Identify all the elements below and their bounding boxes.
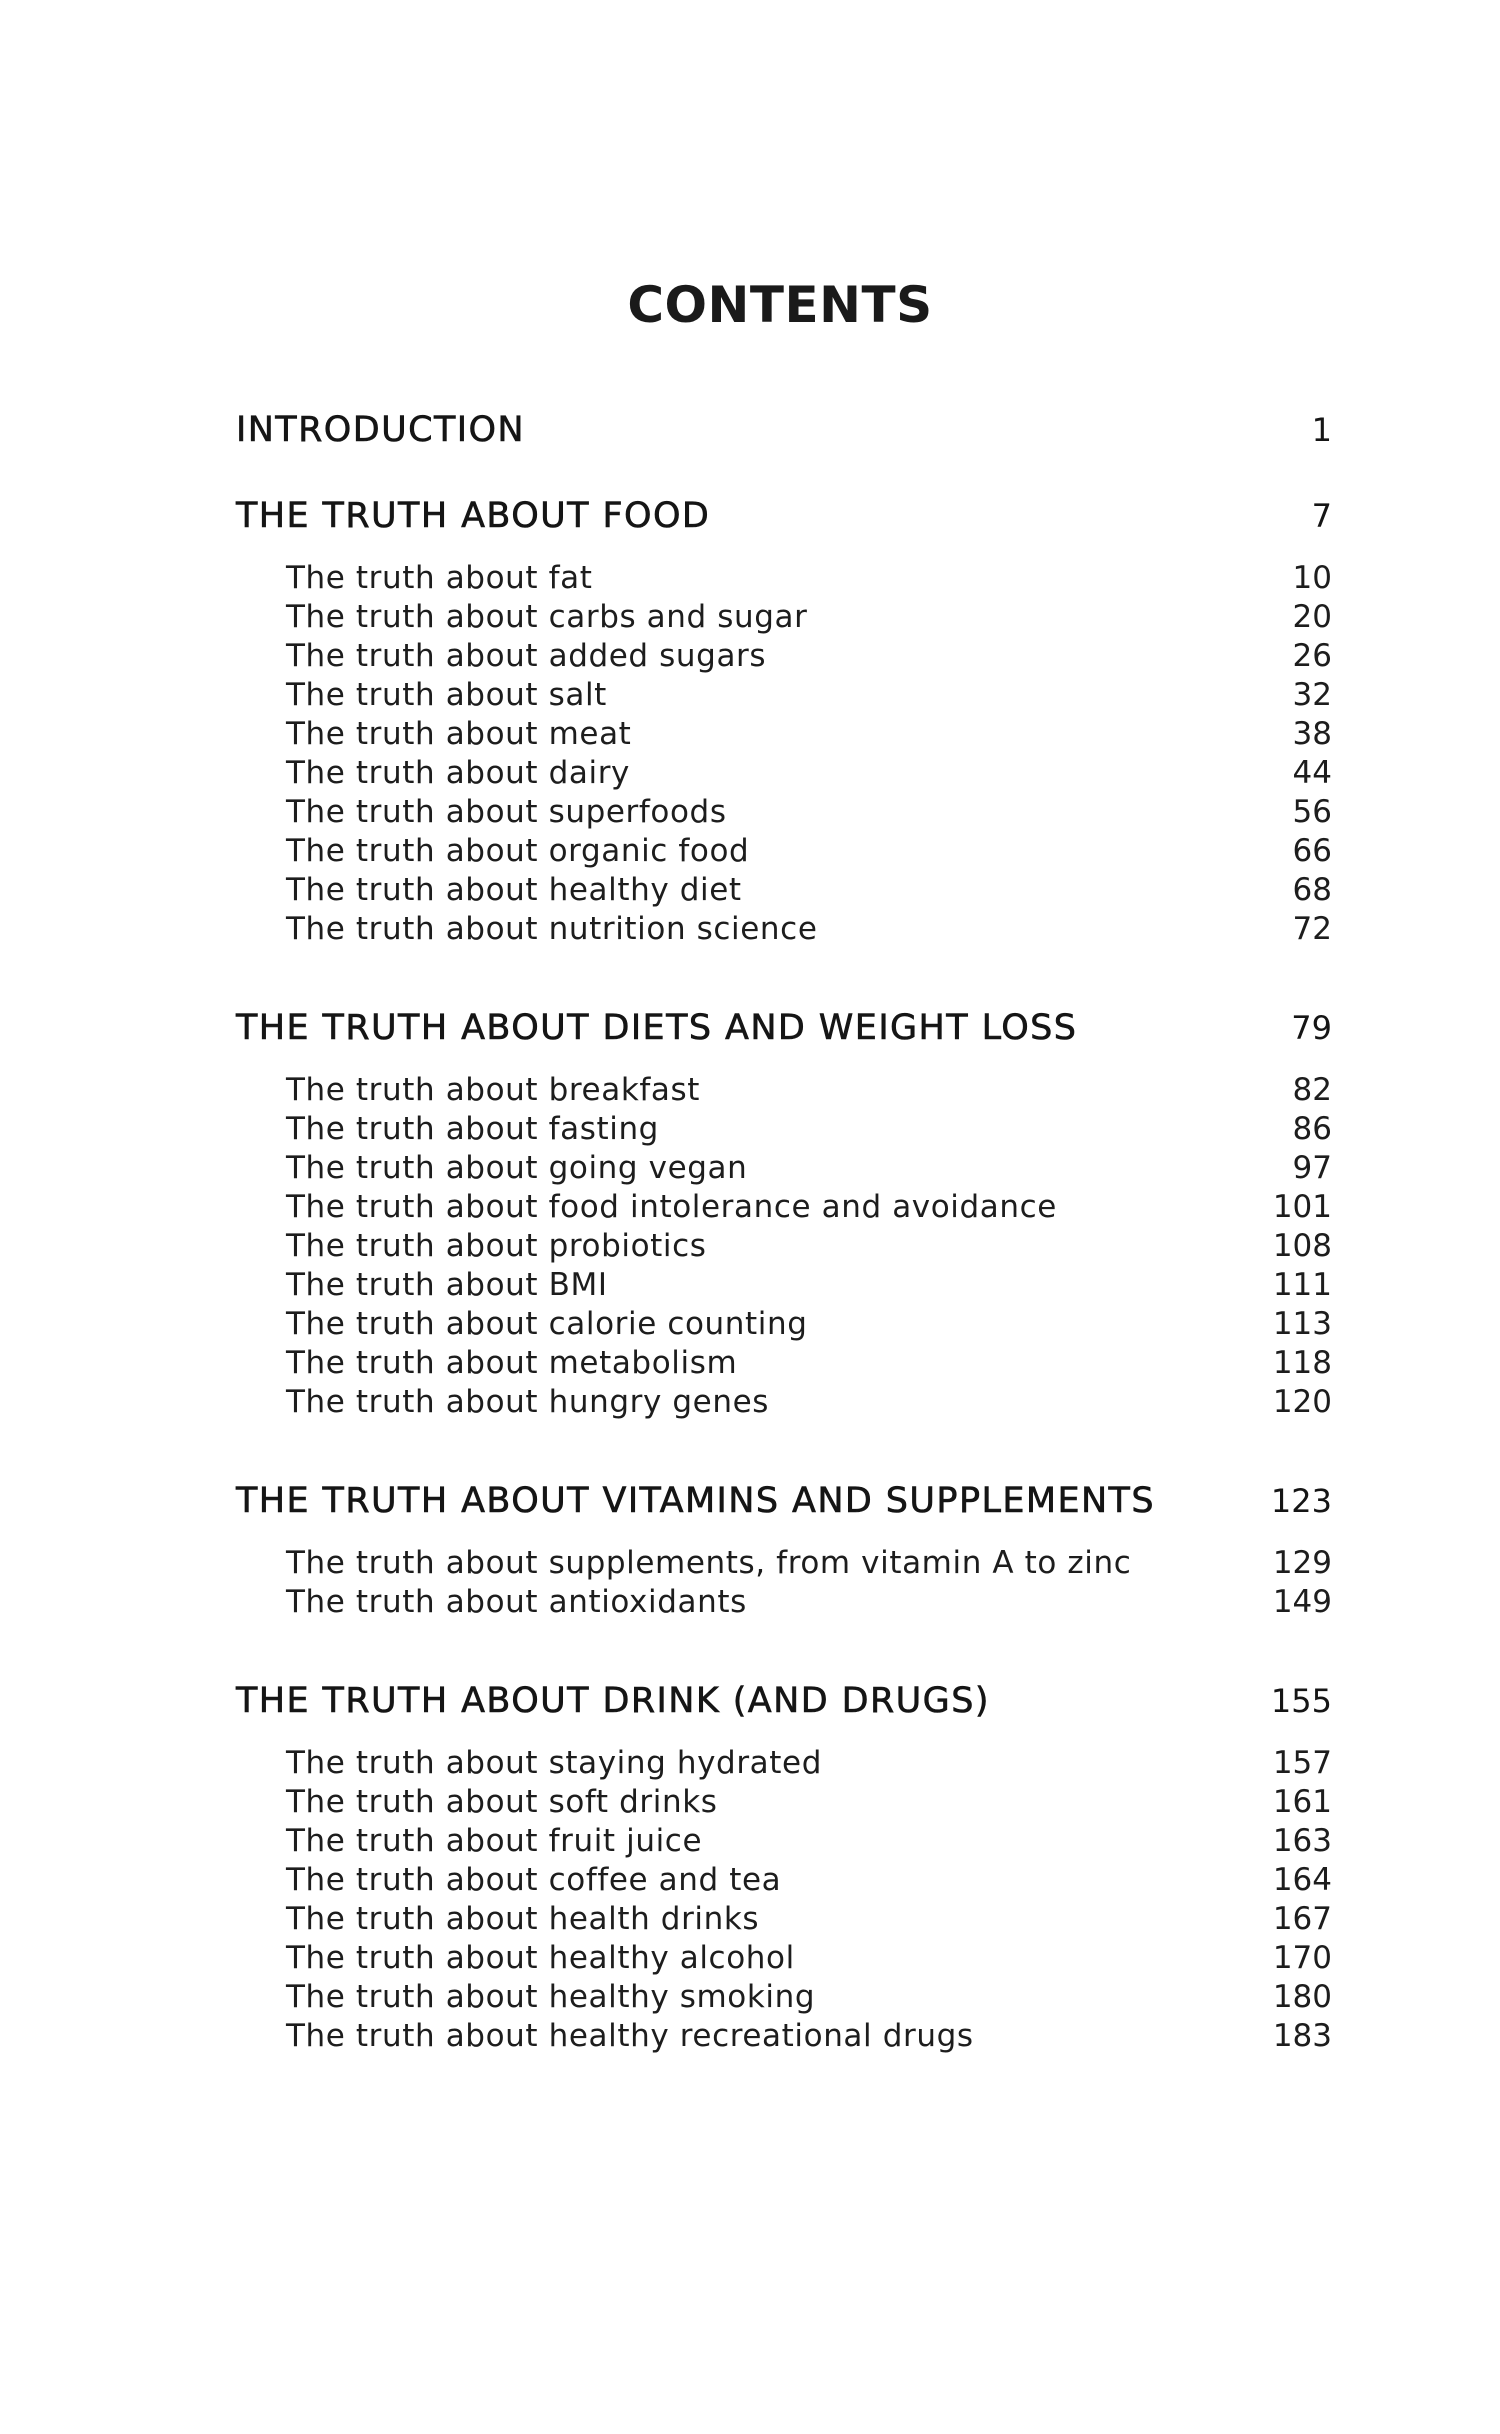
entry-page-number: 183: [1272, 2018, 1332, 2054]
entry-page-number: 56: [1292, 794, 1332, 830]
entry-page-number: 86: [1292, 1111, 1332, 1147]
section-heading[interactable]: [236, 1008, 1332, 1072]
entry-label: The truth about food intolerance and avoidance: [286, 1189, 1057, 1225]
entry-page-number: 108: [1272, 1228, 1332, 1264]
entry-label: The truth about breakfast: [286, 1072, 700, 1108]
entry-page-number: 38: [1292, 716, 1332, 752]
entry-label: The truth about dairy: [286, 755, 630, 791]
entry-label: The truth about fat: [286, 560, 593, 596]
toc-entry[interactable]: [286, 1745, 1332, 1784]
entry-label: The truth about probiotics: [286, 1228, 707, 1264]
entry-label: The truth about healthy smoking: [286, 1979, 816, 2015]
toc-entry[interactable]: [286, 911, 1332, 950]
entry-label: The truth about added sugars: [286, 638, 767, 674]
toc-entry[interactable]: [286, 1072, 1332, 1111]
toc-entry[interactable]: [286, 1784, 1332, 1823]
entry-page-number: 164: [1272, 1862, 1332, 1898]
entry-label: The truth about going vegan: [286, 1150, 748, 1186]
toc-entry[interactable]: [286, 1940, 1332, 1979]
entry-label: The truth about organic food: [286, 833, 750, 869]
toc-entry[interactable]: [286, 755, 1332, 794]
section-page-number: 123: [1270, 1482, 1332, 1520]
entry-page-number: 66: [1292, 833, 1332, 869]
section-spacer: [236, 950, 1332, 1008]
toc-entry[interactable]: [286, 1545, 1332, 1584]
page-title: CONTENTS: [627, 276, 933, 334]
toc-section: [236, 1481, 1332, 1623]
entry-page-number: 97: [1292, 1150, 1332, 1186]
entry-label: The truth about antioxidants: [286, 1584, 747, 1620]
toc-entry[interactable]: [286, 833, 1332, 872]
entry-page-number: 111: [1272, 1267, 1332, 1303]
toc-entry[interactable]: [286, 872, 1332, 911]
entry-page-number: 44: [1292, 755, 1332, 791]
entry-page-number: 113: [1272, 1306, 1332, 1342]
entry-label: The truth about health drinks: [286, 1901, 760, 1937]
toc-section: [236, 1681, 1332, 2057]
entry-page-number: 101: [1272, 1189, 1332, 1225]
toc-entry[interactable]: [286, 1384, 1332, 1423]
entry-label: The truth about hungry genes: [286, 1384, 769, 1420]
toc-entry[interactable]: [286, 1189, 1332, 1228]
section-heading-label: THE TRUTH ABOUT VITAMINS AND SUPPLEMENTS: [236, 1481, 1155, 1521]
toc-entry[interactable]: [286, 1584, 1332, 1623]
section-page-number: 155: [1270, 1682, 1332, 1720]
section-page-number: 1: [1311, 411, 1332, 449]
entry-label: The truth about fruit juice: [286, 1823, 703, 1859]
toc-entry[interactable]: [286, 1862, 1332, 1901]
entry-label: The truth about staying hydrated: [286, 1745, 822, 1781]
toc-entry[interactable]: [286, 1228, 1332, 1267]
entry-page-number: 161: [1272, 1784, 1332, 1820]
entry-list: [236, 1545, 1332, 1623]
toc-entry[interactable]: [286, 1979, 1332, 2018]
section-page-number: 7: [1311, 497, 1332, 535]
toc-entry[interactable]: [286, 1306, 1332, 1345]
entry-list: [236, 560, 1332, 950]
section-heading-label: THE TRUTH ABOUT FOOD: [236, 496, 711, 536]
toc-entry[interactable]: [286, 560, 1332, 599]
section-heading[interactable]: [236, 496, 1332, 560]
entry-page-number: 129: [1272, 1545, 1332, 1581]
toc-entry[interactable]: [286, 716, 1332, 755]
entry-label: The truth about supplements, from vitamin A to zinc: [286, 1545, 1132, 1581]
section-heading[interactable]: [236, 410, 1332, 474]
entry-label: The truth about superfoods: [286, 794, 727, 830]
entry-page-number: 163: [1272, 1823, 1332, 1859]
entry-page-number: 32: [1292, 677, 1332, 713]
section-heading-label: THE TRUTH ABOUT DIETS AND WEIGHT LOSS: [236, 1008, 1078, 1048]
toc-entry[interactable]: [286, 1823, 1332, 1862]
section-heading-label: THE TRUTH ABOUT DRINK (AND DRUGS): [236, 1681, 990, 1721]
entry-page-number: 72: [1292, 911, 1332, 947]
section-spacer: [236, 1623, 1332, 1681]
entry-page-number: 26: [1292, 638, 1332, 674]
entry-page-number: 10: [1292, 560, 1332, 596]
entry-page-number: 118: [1272, 1345, 1332, 1381]
toc-entry[interactable]: [286, 1111, 1332, 1150]
entry-label: The truth about carbs and sugar: [286, 599, 808, 635]
section-heading-label: INTRODUCTION: [236, 410, 525, 450]
entry-page-number: 157: [1272, 1745, 1332, 1781]
entry-page-number: 170: [1272, 1940, 1332, 1976]
entry-label: The truth about healthy alcohol: [286, 1940, 795, 1976]
section-heading[interactable]: [236, 1481, 1332, 1545]
toc-entry[interactable]: [286, 1345, 1332, 1384]
entry-list: [236, 1745, 1332, 2057]
section-spacer: [236, 1423, 1332, 1481]
entry-page-number: 149: [1272, 1584, 1332, 1620]
toc-entry[interactable]: [286, 638, 1332, 677]
entry-label: The truth about salt: [286, 677, 607, 713]
toc-entry[interactable]: [286, 1901, 1332, 1940]
entry-label: The truth about healthy diet: [286, 872, 742, 908]
entry-label: The truth about nutrition science: [286, 911, 818, 947]
section-spacer: [236, 474, 1332, 496]
section-page-number: 79: [1291, 1009, 1332, 1047]
entry-label: The truth about coffee and tea: [286, 1862, 782, 1898]
toc-entry[interactable]: [286, 599, 1332, 638]
entry-label: The truth about calorie counting: [286, 1306, 808, 1342]
entry-label: The truth about soft drinks: [286, 1784, 718, 1820]
entry-label: The truth about meat: [286, 716, 632, 752]
entry-page-number: 82: [1292, 1072, 1332, 1108]
entry-list: [236, 1072, 1332, 1423]
entry-label: The truth about BMI: [286, 1267, 608, 1303]
toc-entry[interactable]: [286, 677, 1332, 716]
entry-page-number: 120: [1272, 1384, 1332, 1420]
entry-page-number: 68: [1292, 872, 1332, 908]
entry-page-number: 20: [1292, 599, 1332, 635]
toc-section: [236, 410, 1332, 474]
toc-section: [236, 1008, 1332, 1423]
entry-page-number: 167: [1272, 1901, 1332, 1937]
entry-page-number: 180: [1272, 1979, 1332, 2015]
toc-entry[interactable]: [286, 794, 1332, 833]
entry-label: The truth about healthy recreational drugs: [286, 2018, 974, 2054]
toc-entry[interactable]: [286, 1267, 1332, 1306]
toc-entry[interactable]: [286, 1150, 1332, 1189]
toc-entry[interactable]: [286, 2018, 1332, 2057]
section-heading[interactable]: [236, 1681, 1332, 1745]
entry-label: The truth about metabolism: [286, 1345, 738, 1381]
entry-label: The truth about fasting: [286, 1111, 659, 1147]
toc-section: [236, 496, 1332, 950]
table-of-contents: [236, 410, 1332, 2057]
